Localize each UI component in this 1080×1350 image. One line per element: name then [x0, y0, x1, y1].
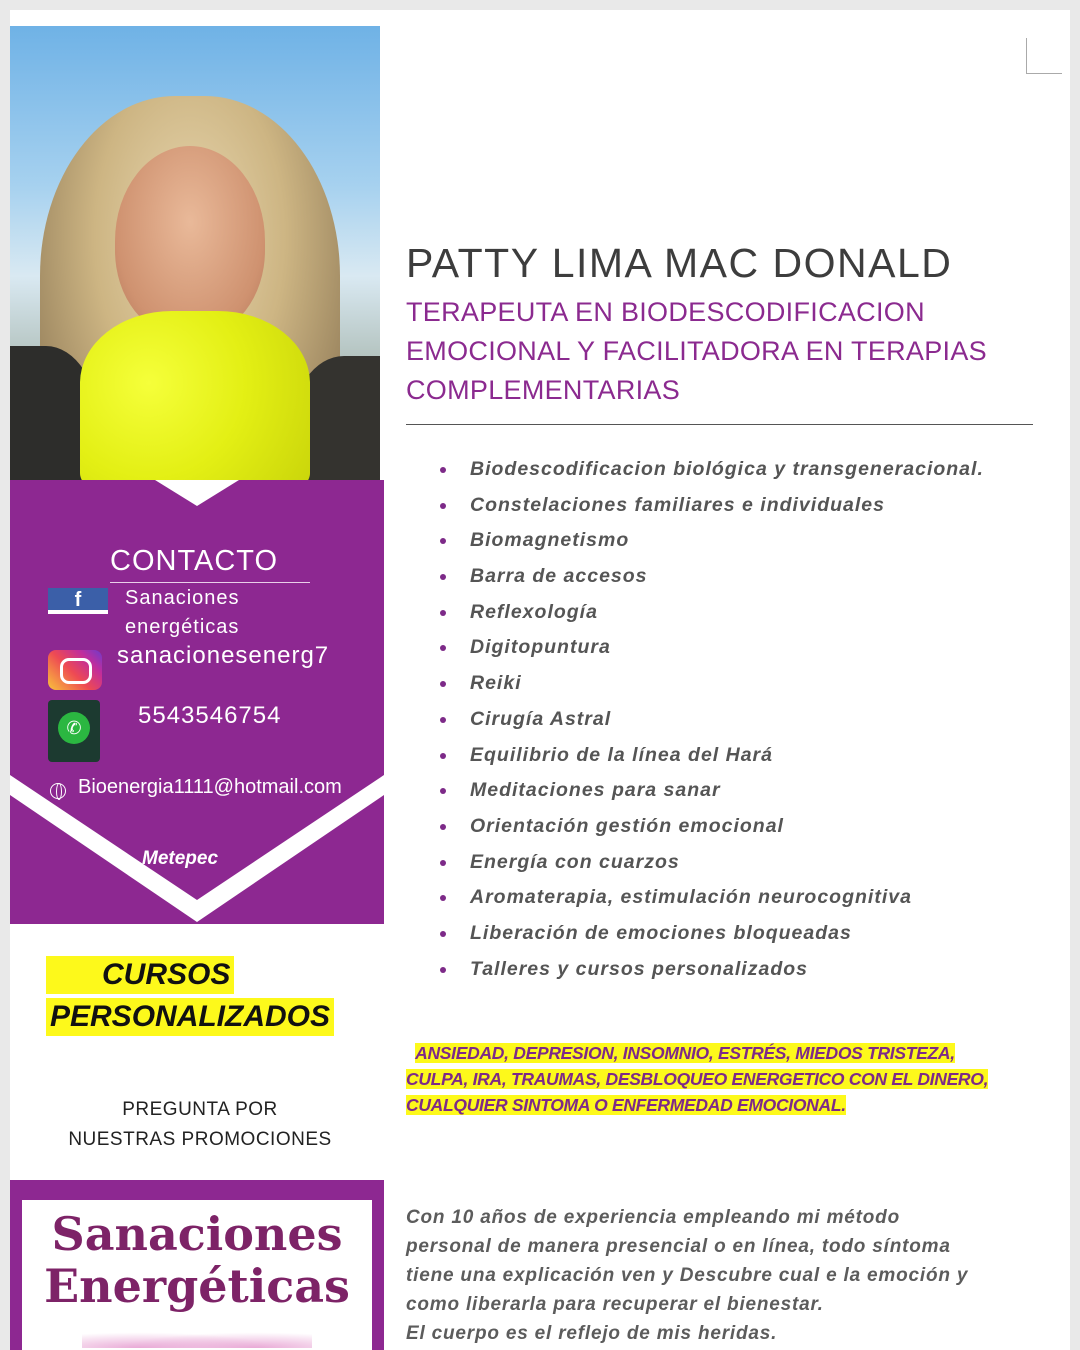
about-line-4: como liberarla para recuperar el bienestar. [406, 1294, 824, 1315]
promo-line-2: NUESTRAS PROMOCIONES [68, 1129, 332, 1150]
brand-logo-frame [10, 1180, 384, 1350]
email-address[interactable]: Bioenergia1111@hotmail.com [78, 776, 342, 798]
panel-notch [155, 480, 239, 506]
therapist-title: TERAPEUTA EN BIODESCODIFICACION EMOCIONAL Y FACILITADORA EN TERAPIAS COMPLEMENTARIAS [406, 297, 987, 405]
list-item: Digitopuntura [440, 631, 984, 667]
whatsapp-icon[interactable] [48, 700, 100, 762]
list-item: Aromaterapia, estimulación neurocognitiva [440, 881, 984, 917]
conditions-line-2: CULPA, IRA, TRAUMAS, DESBLOQUEO ENERGETICO CON EL DINERO, [406, 1069, 989, 1089]
list-item: Liberación de emociones bloqueadas [440, 917, 984, 953]
about-line-3: tiene una explicación ven y Descubre cual e la emoción y [406, 1265, 969, 1286]
profile-photo [10, 26, 380, 481]
list-item: Constelaciones familiares e individuales [440, 489, 984, 525]
facebook-icon[interactable]: f [48, 588, 108, 614]
courses-line-1: CURSOS [46, 956, 234, 994]
lotus-icon [82, 1328, 312, 1348]
conditions-line-1: ANSIEDAD, DEPRESION, INSOMNIO, ESTRÉS, MIEDOS TRISTEZA, [415, 1043, 955, 1063]
conditions-highlight [406, 1040, 1046, 1118]
about-paragraph [406, 1203, 1046, 1348]
globe-icon [50, 783, 66, 799]
promotions-note [40, 1095, 360, 1155]
corner-crop-mark [1026, 38, 1062, 74]
list-item: Talleres y cursos personalizados [440, 953, 984, 989]
brand-wordmark [22, 1208, 372, 1312]
about-line-1: Con 10 años de experiencia empleando mi método [406, 1207, 900, 1228]
contact-heading: CONTACTO [110, 545, 310, 583]
instagram-icon[interactable] [48, 650, 102, 690]
list-item: Biomagnetismo [440, 524, 984, 560]
list-item: Meditaciones para sanar [440, 774, 984, 810]
services-list [440, 453, 984, 988]
list-item: Energía con cuarzos [440, 846, 984, 882]
list-item: Cirugía Astral [440, 703, 984, 739]
instagram-handle[interactable]: sanacionesenerg7 [117, 642, 330, 669]
photo-face [115, 146, 265, 336]
brand-line-1: Sanaciones [51, 1207, 343, 1261]
list-item: Orientación gestión emocional [440, 810, 984, 846]
about-line-5: El cuerpo es el reflejo de mis heridas. [406, 1323, 778, 1344]
list-item: Equilibrio de la línea del Hará [440, 739, 984, 775]
promo-line-1: PREGUNTA POR [122, 1099, 278, 1120]
therapist-name: PATTY LIMA MAC DONALD [406, 240, 953, 286]
list-item: Barra de accesos [440, 560, 984, 596]
brand-line-2: Energéticas [44, 1259, 350, 1313]
courses-banner [46, 956, 336, 1036]
section-divider [406, 424, 1033, 425]
list-item: Reiki [440, 667, 984, 703]
photo-scarf [80, 311, 310, 481]
city-label: Metepec [142, 848, 219, 869]
facebook-handle[interactable]: Sanaciones energéticas [125, 587, 240, 638]
phone-number[interactable]: 5543546754 [138, 702, 282, 729]
about-line-2: personal de manera presencial o en línea, todo síntoma [406, 1236, 951, 1257]
conditions-line-3: CUALQUIER SINTOMA O ENFERMEDAD EMOCIONAL. [406, 1095, 846, 1115]
list-item: Reflexología [440, 596, 984, 632]
brand-logo [22, 1200, 372, 1350]
courses-line-2: PERSONALIZADOS [46, 998, 334, 1036]
flyer-page [10, 10, 1070, 1350]
list-item: Biodescodificacion biológica y transgeneracional. [440, 453, 984, 489]
